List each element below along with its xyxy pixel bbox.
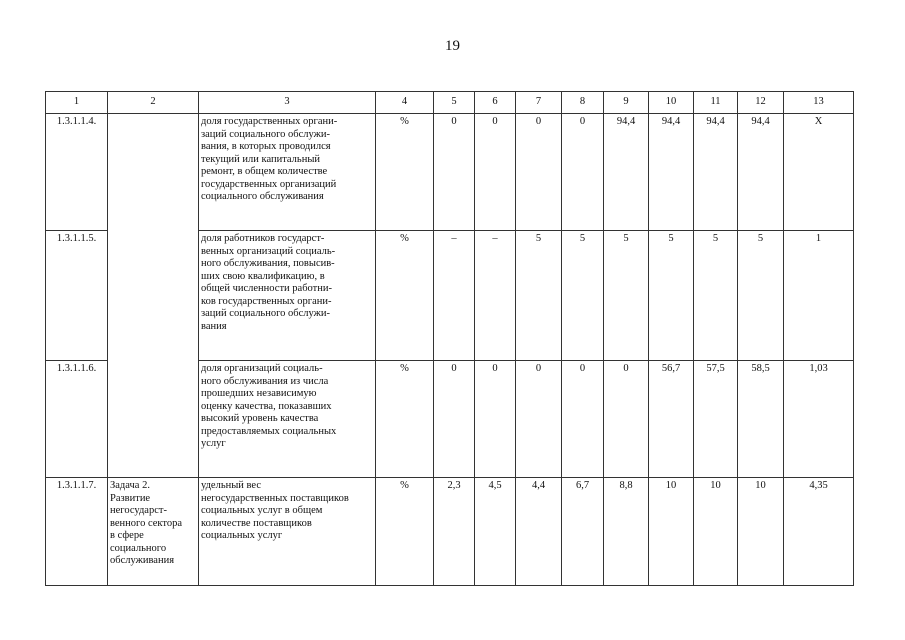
value-cell: 5 (738, 231, 784, 361)
value-cell: 5 (516, 231, 562, 361)
value-cell: 10 (738, 478, 784, 586)
value-cell: 0 (516, 114, 562, 231)
indicator-name-line: социального обслуживания (201, 191, 324, 202)
task-text-line: социального (110, 542, 167, 554)
page-number: 19 (445, 38, 460, 54)
indicator-name-line: высокий уровень качества (201, 413, 319, 424)
value-cell: 94,4 (604, 114, 649, 231)
indicator-name-line: заций социального обслужи- (201, 128, 330, 140)
indicator-name-line: ремонт, в общем количестве (201, 166, 328, 177)
unit-cell: % (376, 478, 434, 586)
value-cell: 10 (694, 478, 738, 586)
task-text-line: в сфере (110, 530, 144, 541)
value-cell: 0 (562, 114, 604, 231)
value-cell: 0 (475, 114, 516, 231)
indicator-name (199, 478, 376, 586)
value-cell: 5 (604, 231, 649, 361)
task-text-line: негосударст- (110, 505, 167, 516)
value-cell: 0 (562, 361, 604, 478)
indicator-name-line: текущий или капитальный (201, 153, 320, 165)
indicator-name-line: заций социального обслужи- (201, 308, 330, 319)
value-cell: 2,3 (434, 478, 475, 586)
table-row (46, 114, 854, 231)
indicator-name-line: ков государственных органи- (201, 295, 332, 307)
value-cell: 4,4 (516, 478, 562, 586)
indicator-name-line: удельный вес (201, 480, 262, 491)
value-cell: 56,7 (649, 361, 694, 478)
indicator-name-line: оценку качества, показавших (201, 400, 332, 412)
col-header-9: 9 (604, 92, 649, 114)
col-header-5: 5 (434, 92, 475, 114)
indicator-name-line: ного обслуживания из числа (201, 375, 329, 387)
col-header-6: 6 (475, 92, 516, 114)
unit-cell: % (376, 231, 434, 361)
indicator-name (199, 114, 376, 231)
col-header-13: 13 (784, 92, 854, 114)
value-cell: 6,7 (562, 478, 604, 586)
value-cell: 10 (649, 478, 694, 586)
value-cell: 0 (434, 361, 475, 478)
indicator-name-line: ших свою квалификацию, в (201, 270, 325, 282)
indicator-name-line: вания, в которых проводился (201, 141, 331, 152)
value-cell: 1,03 (784, 361, 854, 478)
unit-cell: % (376, 114, 434, 231)
task-cell-empty (108, 114, 199, 478)
value-cell: Х (784, 114, 854, 231)
value-cell: 0 (604, 361, 649, 478)
indicator-name-line: вания (201, 320, 227, 332)
value-cell: – (434, 231, 475, 361)
task-cell (108, 478, 199, 586)
col-header-1: 1 (46, 92, 108, 114)
task-text-line: венного сектора (110, 517, 182, 529)
value-cell: 4,5 (475, 478, 516, 586)
task-text-line: Задача 2. (110, 480, 150, 491)
indicator-name-line: государственных организаций (201, 178, 337, 190)
value-cell: 94,4 (738, 114, 784, 231)
value-cell: 5 (562, 231, 604, 361)
col-header-8: 8 (562, 92, 604, 114)
indicator-name-line: негосударственных поставщиков (201, 492, 349, 504)
task-text-line: Развитие (110, 492, 151, 504)
indicators-table (45, 91, 854, 586)
value-cell: 0 (516, 361, 562, 478)
task-text-line: обслуживания (110, 555, 175, 566)
value-cell: – (475, 231, 516, 361)
row-code: 1.3.1.1.5. (46, 231, 108, 361)
indicator-name-line: ного обслуживания, повысив- (201, 258, 335, 269)
row-code: 1.3.1.1.4. (46, 114, 108, 231)
value-cell: 94,4 (694, 114, 738, 231)
col-header-11: 11 (694, 92, 738, 114)
unit-cell: % (376, 361, 434, 478)
indicator-name (199, 361, 376, 478)
col-header-7: 7 (516, 92, 562, 114)
value-cell: 5 (694, 231, 738, 361)
row-code: 1.3.1.1.7. (46, 478, 108, 586)
indicator-name-line: предоставляемых социальных (201, 425, 337, 437)
col-header-2: 2 (108, 92, 199, 114)
indicator-name-line: доля организаций социаль- (201, 363, 323, 374)
col-header-4: 4 (376, 92, 434, 114)
indicator-name-line: прошедших независимую (201, 388, 317, 399)
value-cell: 58,5 (738, 361, 784, 478)
indicator-name-line: социальных услуг (201, 530, 283, 541)
indicator-name (199, 231, 376, 361)
indicator-name-line: услуг (201, 438, 226, 449)
value-cell: 5 (649, 231, 694, 361)
value-cell: 4,35 (784, 478, 854, 586)
indicator-name-line: количестве поставщиков (201, 517, 312, 529)
value-cell: 94,4 (649, 114, 694, 231)
value-cell: 0 (475, 361, 516, 478)
indicator-name-line: доля работников государст- (201, 233, 325, 244)
indicator-name-line: доля государственных органи- (201, 116, 338, 127)
header-row (46, 92, 854, 114)
value-cell: 57,5 (694, 361, 738, 478)
col-header-3: 3 (199, 92, 376, 114)
indicator-name-line: социальных услуг в общем (201, 505, 323, 516)
value-cell: 8,8 (604, 478, 649, 586)
col-header-12: 12 (738, 92, 784, 114)
value-cell: 1 (784, 231, 854, 361)
table-row (46, 478, 854, 586)
table-body (46, 114, 854, 586)
row-code: 1.3.1.1.6. (46, 361, 108, 478)
col-header-10: 10 (649, 92, 694, 114)
indicator-name-line: общей численности работни- (201, 283, 332, 294)
value-cell: 0 (434, 114, 475, 231)
indicator-name-line: венных организаций социаль- (201, 245, 336, 257)
